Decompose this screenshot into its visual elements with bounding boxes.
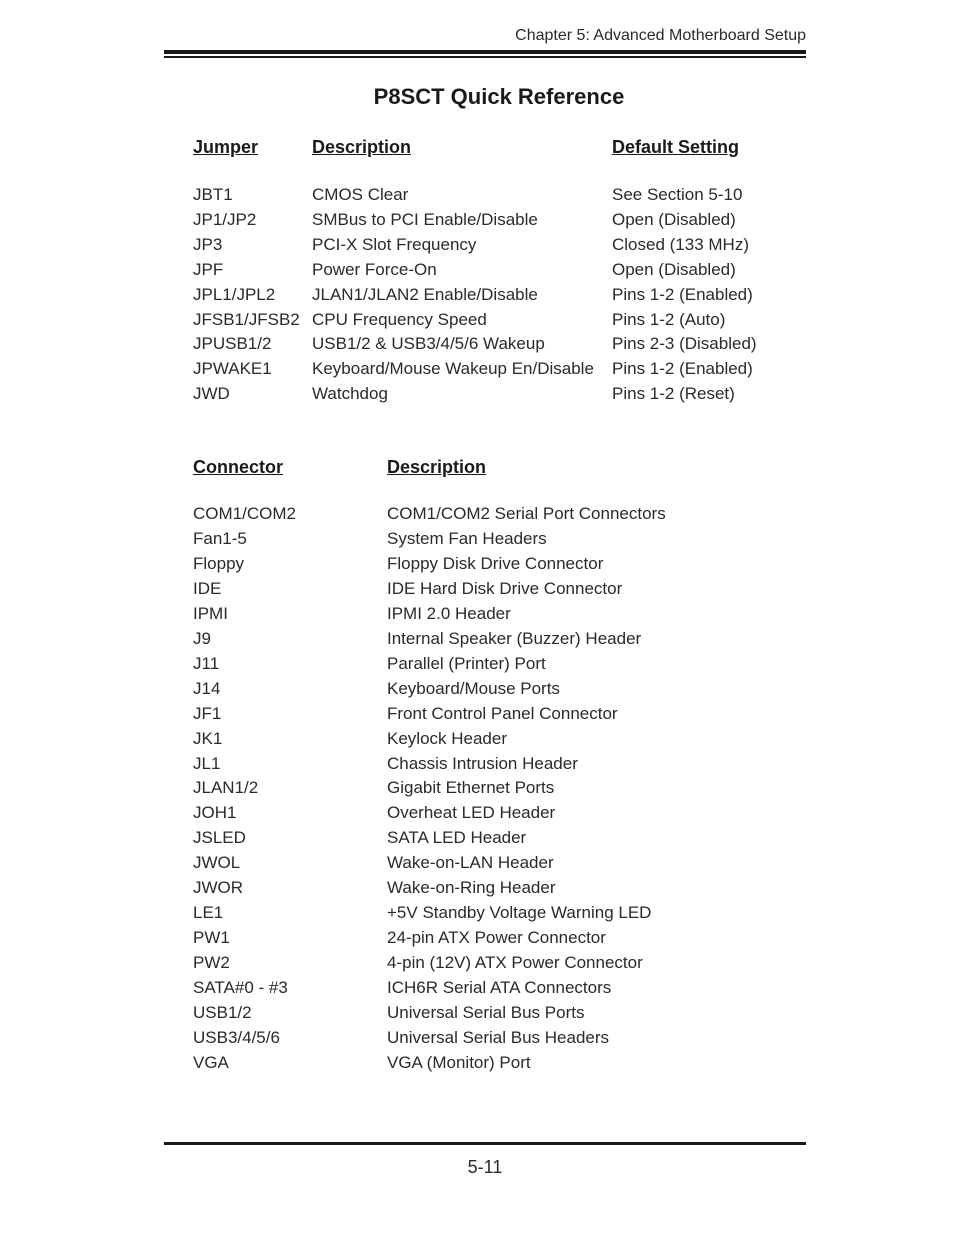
default-setting: Open (Disabled) [612, 259, 736, 279]
table-row [0, 235, 954, 260]
jumper-description: Watchdog [312, 384, 388, 404]
default-setting: Closed (133 MHz) [612, 234, 749, 254]
table-row [0, 729, 954, 754]
jumper-description-col-header: Description [312, 137, 412, 157]
connector-description: IPMI 2.0 Header [387, 603, 511, 623]
connector-description: Internal Speaker (Buzzer) Header [387, 628, 642, 648]
table-row [0, 529, 954, 554]
table-row [0, 704, 954, 729]
table-row [0, 334, 954, 359]
connector-description: Chassis Intrusion Header [387, 753, 578, 773]
table-row [0, 754, 954, 779]
connector-description: 24-pin ATX Power Connector [387, 928, 606, 948]
connector-description: Gigabit Ethernet Ports [387, 778, 555, 798]
jumper-id: JPF [193, 259, 224, 279]
table-row [0, 1053, 954, 1078]
connector-description: Wake-on-Ring Header [387, 878, 556, 898]
connector-description: VGA (Monitor) Port [387, 1052, 531, 1072]
connector-description: ICH6R Serial ATA Connectors [387, 978, 612, 998]
connector-id: JWOL [193, 853, 241, 873]
table-row [0, 654, 954, 679]
chapter-header: Chapter 5: Advanced Motherboard Setup [515, 27, 806, 44]
jumper-description: Keyboard/Mouse Wakeup En/Disable [312, 359, 594, 379]
connector-id: COM1/COM2 [193, 504, 296, 523]
connector-description: +5V Standby Voltage Warning LED [387, 903, 652, 923]
jumper-description: USB1/2 & USB3/4/5/6 Wakeup [312, 334, 545, 354]
header-rule-thick [164, 50, 806, 54]
connector-id: JK1 [193, 728, 223, 748]
jumper-id: JPWAKE1 [193, 359, 272, 379]
connector-id: J9 [193, 628, 211, 648]
connector-description: COM1/COM2 Serial Port Connectors [387, 504, 666, 523]
jumper-description: PCI-X Slot Frequency [312, 234, 477, 254]
default-setting: See Section 5-10 [612, 185, 743, 204]
connector-description: 4-pin (12V) ATX Power Connector [387, 953, 643, 973]
connector-description: Floppy Disk Drive Connector [387, 553, 604, 573]
connector-id: USB1/2 [193, 1003, 252, 1022]
table-row [0, 803, 954, 828]
jumper-description: JLAN1/JLAN2 Enable/Disable [312, 284, 538, 304]
table-row [0, 554, 954, 579]
table-row [0, 953, 954, 978]
connector-description: Universal Serial Bus Ports [387, 1003, 585, 1022]
connector-id: IDE [193, 578, 222, 598]
connector-id: J14 [193, 678, 221, 698]
connector-id: Fan1-5 [193, 528, 247, 548]
connector-id: VGA [193, 1052, 229, 1072]
jumper-id: JPL1/JPL2 [193, 284, 276, 304]
default-setting: Pins 2-3 (Disabled) [612, 334, 757, 354]
header-rule-thin [164, 56, 806, 58]
table-row [0, 260, 954, 285]
connector-description: Keylock Header [387, 728, 508, 748]
connector-id: JF1 [193, 703, 222, 723]
connector-description: System Fan Headers [387, 528, 547, 548]
jumper-id: JFSB1/JFSB2 [193, 309, 300, 329]
connector-id: JLAN1/2 [193, 778, 259, 798]
jumper-col-header: Jumper [193, 137, 259, 157]
footer-rule [164, 1142, 806, 1145]
connector-id: JWOR [193, 878, 244, 898]
table-row [0, 210, 954, 235]
jumper-id: JBT1 [193, 185, 233, 204]
jumper-description: SMBus to PCI Enable/Disable [312, 209, 538, 229]
connector-description: Parallel (Printer) Port [387, 653, 546, 673]
default-setting-col-header: Default Setting [612, 137, 740, 157]
connector-id: Floppy [193, 553, 245, 573]
connector-id: LE1 [193, 903, 224, 923]
connector-description: SATA LED Header [387, 828, 527, 848]
table-row [0, 579, 954, 604]
connector-id: JL1 [193, 753, 221, 773]
connector-id: PW1 [193, 928, 230, 948]
connector-id: USB3/4/5/6 [193, 1027, 280, 1047]
connector-description: Front Control Panel Connector [387, 703, 618, 723]
connector-description: Universal Serial Bus Headers [387, 1027, 610, 1047]
jumper-description: Power Force-On [312, 259, 437, 279]
jumper-description: CMOS Clear [312, 185, 409, 204]
connector-id: JOH1 [193, 803, 237, 823]
default-setting: Pins 1-2 (Reset) [612, 384, 735, 404]
jumper-description: CPU Frequency Speed [312, 309, 487, 329]
table-row [0, 853, 954, 878]
table-row [0, 185, 954, 210]
table-row [0, 629, 954, 654]
table-row [0, 504, 954, 529]
connector-id: IPMI [193, 603, 228, 623]
default-setting: Open (Disabled) [612, 209, 736, 229]
connector-description: Overheat LED Header [387, 803, 556, 823]
table-row [0, 828, 954, 853]
table-row [0, 878, 954, 903]
connector-description-col-header: Description [387, 457, 487, 477]
connector-id: J11 [193, 653, 220, 673]
table-row [0, 604, 954, 629]
table-row [0, 359, 954, 384]
table-row [0, 1028, 954, 1053]
table-row [0, 928, 954, 953]
jumper-id: JPUSB1/2 [193, 334, 272, 354]
table-row [0, 978, 954, 1003]
connector-col-header: Connector [193, 457, 283, 477]
default-setting: Pins 1-2 (Enabled) [612, 359, 753, 379]
jumper-id: JWD [193, 384, 230, 404]
connector-description: Wake-on-LAN Header [387, 853, 554, 873]
table-row [0, 778, 954, 803]
page-number: 5-11 [467, 1157, 503, 1177]
default-setting: Pins 1-2 (Enabled) [612, 284, 753, 304]
connector-id: SATA#0 - #3 [193, 978, 288, 998]
table-row [0, 285, 954, 310]
connector-description: Keyboard/Mouse Ports [387, 678, 560, 698]
connector-id: PW2 [193, 953, 230, 973]
default-setting: Pins 1-2 (Auto) [612, 309, 726, 329]
jumper-id: JP3 [193, 234, 223, 254]
jumper-id: JP1/JP2 [193, 209, 257, 229]
page-title: P8SCT Quick Reference [373, 84, 625, 109]
table-row [0, 679, 954, 704]
table-row [0, 310, 954, 335]
table-row [0, 384, 954, 409]
connector-id: JSLED [193, 828, 246, 848]
connector-description: IDE Hard Disk Drive Connector [387, 578, 623, 598]
table-row [0, 1003, 954, 1028]
table-row [0, 903, 954, 928]
